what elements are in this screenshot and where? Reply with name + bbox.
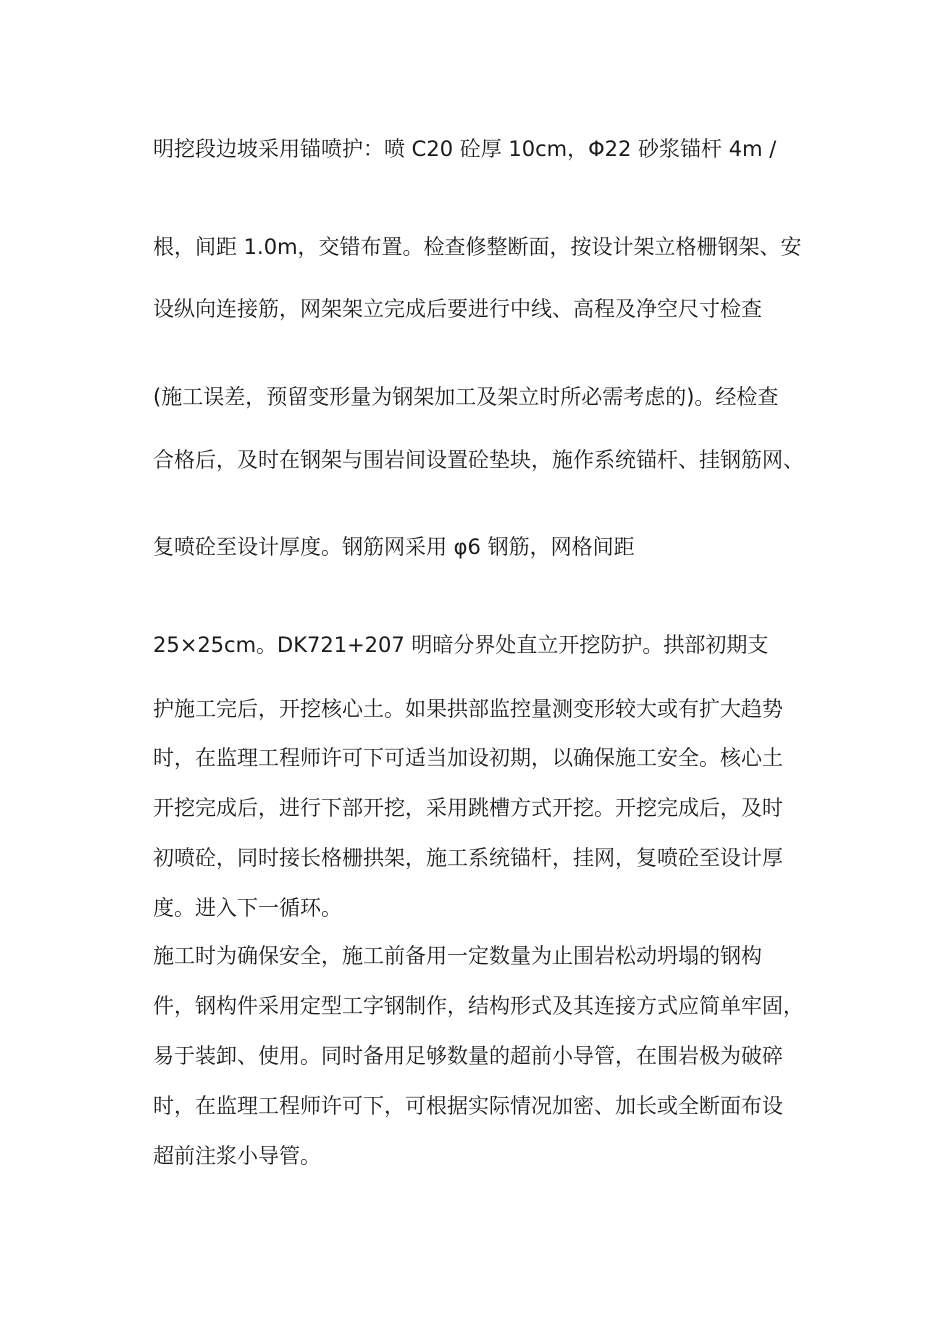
text-line: 开挖完成后，进行下部开挖，采用跳槽方式开挖。开挖完成后，及时 — [153, 796, 783, 820]
text-line: 根，间距 1.0m，交错布置。检查修整断面，按设计架立格栅钢架、安 — [153, 235, 802, 259]
text-line: 合格后，及时在钢架与围岩间设置砼垫块，施作系统锚杆、挂钢筋网、 — [153, 448, 804, 472]
text-line: 时，在监理工程师许可下可适当加设初期，以确保施工安全。核心土 — [153, 746, 783, 770]
text-line: 护施工完后，开挖核心土。如果拱部监控量测变形较大或有扩大趋势 — [153, 697, 783, 721]
text-line: 初喷砼，同时接长格栅拱架，施工系统锚杆，挂网，复喷砼至设计厚 — [153, 846, 783, 870]
text-line: 明挖段边坡采用锚喷护：喷 C20 砼厚 10cm，Φ22 砂浆锚杆 4m / — [153, 137, 777, 161]
text-line: (施工误差，预留变形量为钢架加工及架立时所必需考虑的)。经检查 — [153, 385, 779, 409]
text-line: 设纵向连接筋，网架架立完成后要进行中线、高程及净空尺寸检查 — [153, 297, 762, 321]
text-line: 件，钢构件采用定型工字钢制作，结构形式及其连接方式应简单牢固， — [153, 994, 804, 1018]
text-line: 超前注浆小导管。 — [153, 1144, 321, 1168]
text-line: 时，在监理工程师许可下，可根据实际情况加密、加长或全断面布设 — [153, 1094, 783, 1118]
text-line: 复喷砼至设计厚度。钢筋网采用 φ6 钢筋，网格间距 — [153, 535, 635, 559]
text-line: 度。进入下一循环。 — [153, 896, 342, 920]
text-line: 25×25cm。DK721+207 明暗分界处直立开挖防护。拱部初期支 — [153, 633, 769, 657]
text-line: 易于装卸、使用。同时备用足够数量的超前小导管，在围岩极为破碎 — [153, 1044, 783, 1068]
text-line: 施工时为确保安全，施工前备用一定数量为止围岩松动坍塌的钢构 — [153, 944, 762, 968]
